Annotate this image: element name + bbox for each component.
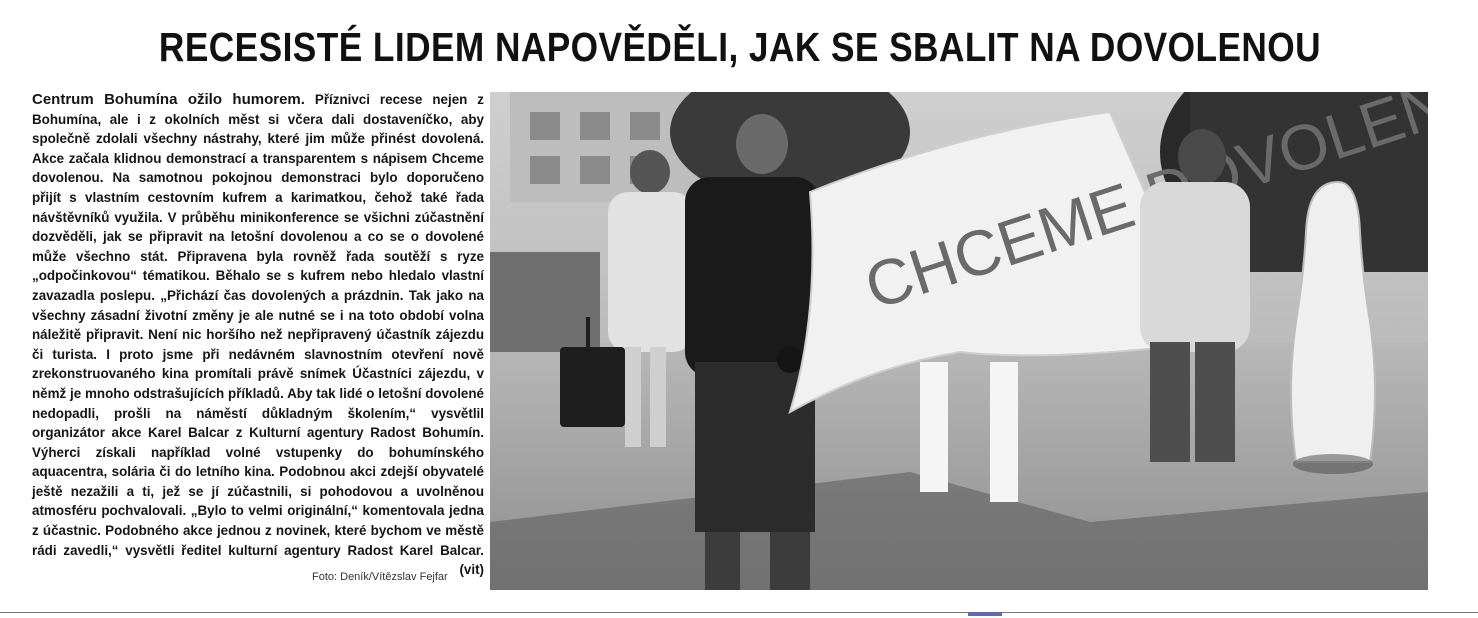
article-text — [32, 90, 484, 580]
banner-text: CHCEME DOVOLENOU — [856, 92, 1428, 324]
photo-credit: Foto: Deník/Vítězslav Fejfar — [312, 571, 448, 583]
scan-mark — [968, 612, 1002, 616]
article-body: Příznivci recese nejen z Bohumína, ale i z okolních měst si včera dali dostaveníčko, aby společně zdolali všechny nástrahy, které jim může přinést dovolená. Akce začala klidnou demonstrací a transparentem s nápisem Chceme dovolenou. Na samotnou pokojnou demonstraci bylo doporučeno přijít s vlastním cestovním kufrem a karimatkou, čehož také řada návštěvníků využila. V průběhu minikonference se všichni zúčastnění dozvěděli, jak se připravit na letošní dovolenou a co se o dovolené může všechno stát. Připravena byla rovněž řada soutěží s ryze „odpočinkovou“ tématikou. Běhalo se s kufrem nebo hledalo vlastní zavazadla poslepu. „Přichází čas dovolených a prázdnin. Tak jako na všechny zásadní životní změny je ale nutné se i na toto období volna náležitě připravit. Není nic horšího než nepřipravený účastník zájezdu či turista. I proto jsme při nedávném slavnostním otevření nově zrekonstruovaného kina promítali právě snímek Účastníci zájezdu, v němž je mnoho odstrašujících příkladů. Aby tak lidé o letošní dovolené nedopadli, prošli na náměstí důkladným školením,“ vysvětlil organizátor akce Karel Balcar z Kulturní agentury Radost Bohumín. Výherci získali například volné vstupenky do bohumínského aquacentra, solária či do letního kina. Podobnou akci zdejší obyvatelé ještě nezažili a ti, jež se jí zúčastnili, si pohodovou a uvolněnou atmosféru pochvalovali. „Bylo to velmi originální,“ komentovala jedna z účastnic. Podobného akce jednou z novinek, které bychom ve městě rádi zavedli,“ vysvětli ředitel kulturní agentury Radost Karel Balcar. (vit) — [32, 92, 484, 578]
article-lead: Centrum Bohumína ožilo humorem. — [32, 91, 305, 108]
news-photo — [490, 92, 1428, 590]
page-rule — [0, 612, 1478, 613]
headline: RECESISTÉ LIDEM NAPOVĚDĚLI, JAK SE SBALIT NA DOVOLENOU — [158, 24, 1322, 70]
